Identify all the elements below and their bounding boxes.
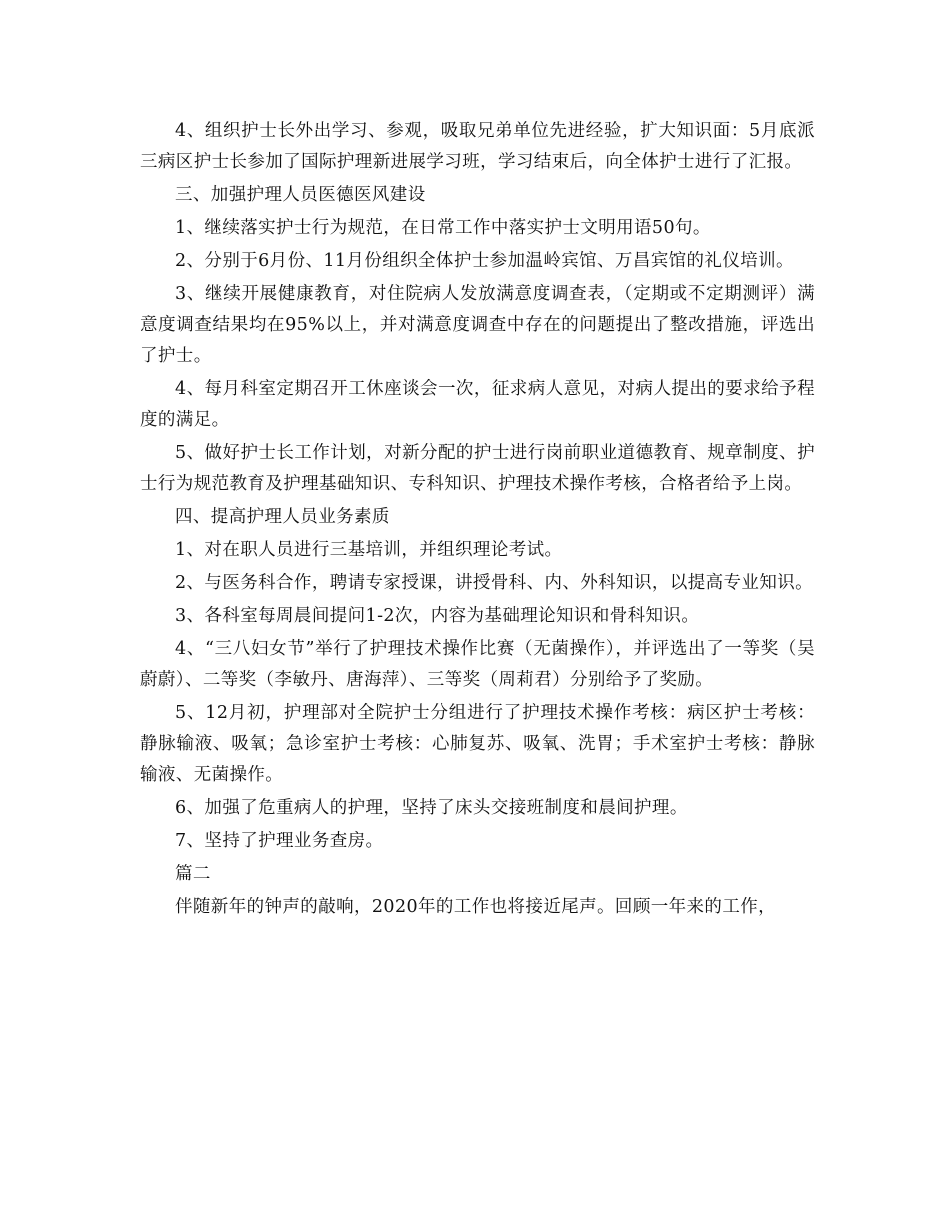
- paragraph-ethics-2: 2、分别于6月份、11月份组织全体护士参加温岭宾馆、万昌宾馆的礼仪培训。: [175, 251, 794, 271]
- paragraph-ethics-5: 5、做好护士长工作计划，对新分配的护士进行岗前职业道德教育、规章制度、护士行为规范教育及护理基础知识、专科知识、护理技术操作考核，合格者给予上岗。: [140, 443, 815, 494]
- paragraph-part-two-intro: 伴随新年的钟声的敲响，2020年的工作也将接近尾声。回顾一年来的工作，: [175, 897, 777, 917]
- section-heading-part-two: 篇二: [175, 864, 211, 884]
- paragraph-skills-3: 3、各科室每周晨间提问1-2次，内容为基础理论知识和骨科知识。: [175, 606, 700, 626]
- section-heading-ethics: 三、加强护理人员医德医风建设: [175, 185, 426, 205]
- paragraph-learning-visit: 4、组织护士长外出学习、参观，吸取兄弟单位先进经验，扩大知识面：5月底派三病区护士长参加了国际护理新进展学习班，学习结束后，向全体护士进行了汇报。: [140, 121, 815, 172]
- paragraph-ethics-3: 3、继续开展健康教育，对住院病人发放满意度调查表，（定期或不定期测评）满意度调查结果均在95%以上，并对满意度调查中存在的问题提出了整改措施，评选出了护士。: [140, 284, 815, 366]
- document-body: [140, 116, 815, 923]
- paragraph-skills-2: 2、与医务科合作，聘请专家授课，讲授骨科、内、外科知识，以提高专业知识。: [175, 573, 814, 593]
- paragraph-skills-7: 7、坚持了护理业务查房。: [175, 831, 384, 851]
- paragraph-skills-5: 5、12月初，护理部对全院护士分组进行了护理技术操作考核：病区护士考核：静脉输液、吸氧；急诊室护士考核：心肺复苏、吸氧、洗胃；手术室护士考核：静脉输液、无菌操作。: [140, 703, 815, 785]
- paragraph-skills-1: 1、对在职人员进行三基培训，并组织理论考试。: [175, 540, 563, 560]
- paragraph-ethics-1: 1、继续落实护士行为规范，在日常工作中落实护士文明用语50句。: [175, 218, 711, 238]
- paragraph-skills-6: 6、加强了危重病人的护理，坚持了床头交接班制度和晨间护理。: [175, 798, 688, 818]
- section-heading-skills: 四、提高护理人员业务素质: [175, 507, 390, 527]
- paragraph-ethics-4: 4、每月科室定期召开工休座谈会一次，征求病人意见，对病人提出的要求给予程度的满足。: [140, 379, 815, 430]
- paragraph-skills-4: 4、“三八妇女节”举行了护理技术操作比赛（无菌操作），并评选出了一等奖（吴蔚蔚）、二等奖（李敏丹、唐海萍）、三等奖（周莉君）分别给予了奖励。: [140, 639, 815, 690]
